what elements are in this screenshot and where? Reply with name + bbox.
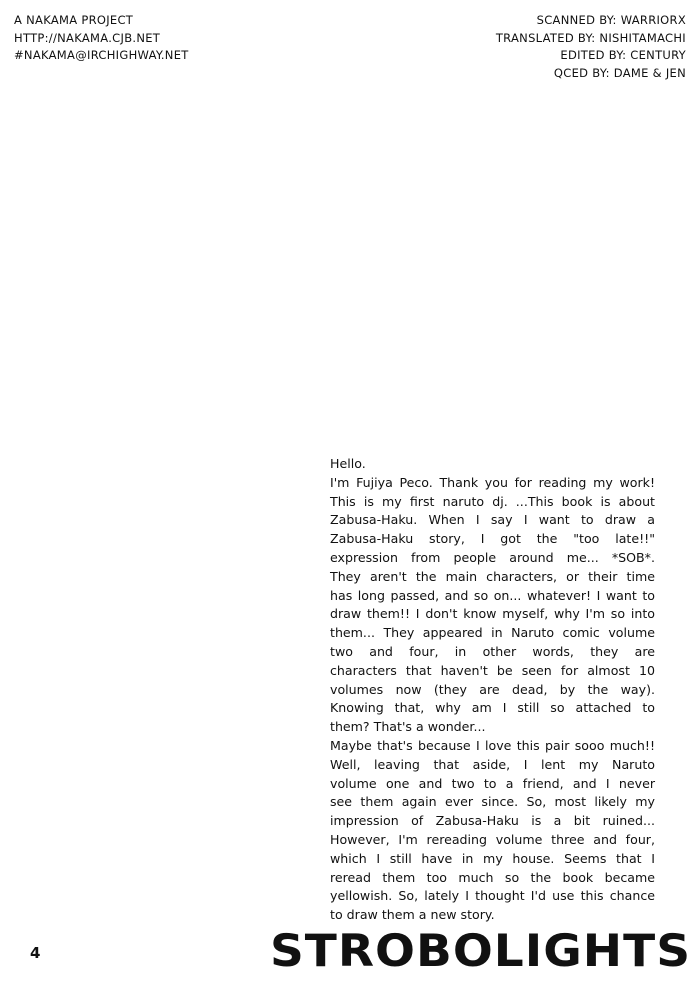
credit-editor: EDITED BY: CENTURY <box>560 48 686 62</box>
note-line: which I still have in my house. Seems that I <box>330 850 655 866</box>
note-line: volumes now (they are dead, by the way). <box>330 681 655 697</box>
group-website: HTTP://NAKAMA.CJB.NET <box>14 30 161 45</box>
note-line: Zabusa-Haku. When I say I want to draw a <box>330 512 655 528</box>
note-line: I'm Fujiya Peco. Thank you for reading my work! <box>330 474 655 490</box>
note-line: Knowing that, why am I still so attached to <box>330 700 655 716</box>
book-title-logo: STROBOLIGHTS <box>269 925 692 978</box>
credit-qc: QCED BY: DAME & JEN <box>553 65 686 80</box>
note-line: They aren't the main characters, or their time <box>330 568 655 584</box>
note-line: Well, leaving that aside, I lent my Naruto <box>330 756 655 772</box>
credit-scanner: SCANNED BY: WARRIORX <box>536 13 686 27</box>
note-line: impression of Zabusa-Haku is a bit ruined... <box>330 813 655 829</box>
note-line: them... They appeared in Naruto comic volume <box>330 625 655 641</box>
note-line: volume one and two to a friend, and I never <box>330 775 655 791</box>
note-line: draw them!! I don't know myself, why I'm so into <box>330 606 655 622</box>
note-line: Hello. <box>330 456 366 471</box>
note-line: Maybe that's because I love this pair sooo much!! <box>330 737 655 753</box>
page-number: 4 <box>30 944 41 962</box>
note-line: This is my first naruto dj. ...This book is about <box>330 493 655 509</box>
note-line: Zabusa-Haku story, I got the "too late!!" <box>330 531 655 547</box>
credit-translator: TRANSLATED BY: NISHITAMACHI <box>495 30 686 45</box>
note-line: them? That's a wonder... <box>330 719 486 735</box>
note-line: reread them too much so the book became <box>330 869 655 885</box>
scanlation-group-info <box>14 12 189 65</box>
group-name: A NAKAMA PROJECT <box>14 13 134 27</box>
group-irc-channel: #NAKAMA@IRCHIGHWAY.NET <box>14 48 189 62</box>
note-line: However, I'm rereading volume three and four, <box>330 831 655 847</box>
note-line: two and four, in other words, they are <box>330 643 655 659</box>
note-line: see them again ever since. So, most likely my <box>330 794 655 810</box>
note-line: yellowish. So, lately I thought I'd use this chance <box>330 888 655 904</box>
staff-credits <box>496 12 686 82</box>
author-note <box>330 455 655 925</box>
note-line: to draw them a new story. <box>330 907 495 923</box>
note-line: has long passed, and so on... whatever! I want to <box>330 587 655 603</box>
note-line: expression from people around me... *SOB*. <box>330 549 655 565</box>
note-line: characters that haven't be seen for almost 10 <box>330 662 655 678</box>
